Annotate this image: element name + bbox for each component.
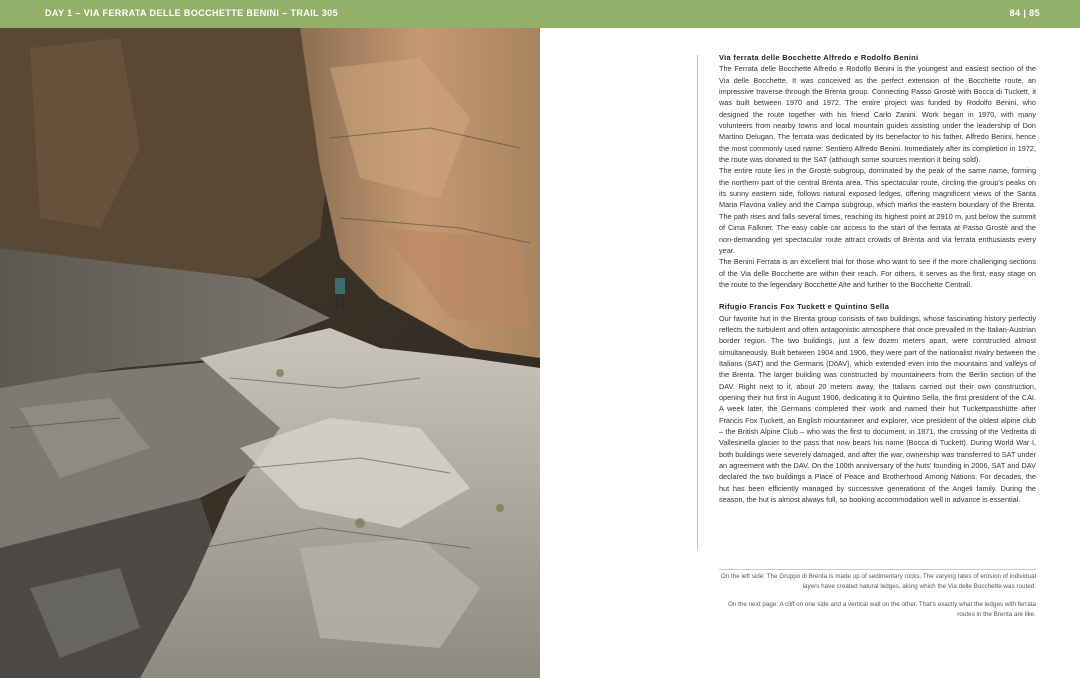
header-bar [0,0,1080,28]
caption-next-page: On the next page: A cliff on one side and a vertical wall on the other. That's exactly what the ledges with ferrata routes in the Brenta are like. [728,601,1036,618]
section-heading-benini: Via ferrata delle Bocchette Alfredo e Rodolfo Benini [719,53,919,62]
paragraph: The Ferrata delle Bocchette Alfredo e Rodolfo Benini is the youngest and easiest section of the Via delle Bocchette. It was conceived as the perfect extension of the Bocchette route, an impressive traverse through the Brenta group. Connecting Passo Grostè with Bocca di Tuckett, it was built between 1970 and 1972. The entire project was funded by Rodolfo Benini, who designed the route together with his friend Carlo Zanini. Work began in 1970, with many volunteers from nearby towns and local mountain guides assisting under the leadership of Don Martino Delugan. The ferrata was dedicated by its benefactor to his father, Alfredo Benini, hence the most commonly used name: Sentiero Alfredo Benini. Immediately after its completion in 1972, the route was donated to the SAT (although some sources mention it being sold). [719,64,1036,165]
page-numbers: 84 | 85 [1009,8,1040,18]
photo-captions [719,572,1036,620]
column-rule [697,55,698,550]
caption-left-side: On the left side: The Gruppo di Brenta is made up of sedimentary rocks. The varying rates of erosion of individual layers have created natural ledges, along which the Via delle Bocchette was routed. [720,573,1036,590]
article-text [719,52,1036,505]
paragraph: Our favorite hut in the Brenta group consists of two buildings, whose fascinating history perfectly reflects the turbulent and often antagonistic atmosphere that once prevailed in the Italian-Austrian border region. The two buildings, just a few dozen meters apart, were constructed almost simultaneously. Built between 1904 and 1906, they were part of the nationalist rivalry between the Italians (SAT) and the Germans (DöAV), which extended even into the mountains and valleys of the Brenta. The larger building was constructed by mountaineers from the Berlin section of the DAV. Right next to it, about 20 meters away, the Italians carried out their own construction, opening their hut first in August 1906, dedicating it to Quintino Sella, the first president of the CAI. A week later, the Germans completed their work and named their hut Tuckettpasshütte after Francis Fox Tuckett, an English mountaineer and explorer, vice president of the oldest alpine club – the British Alpine Club – who was the first to document, in 1871, the crossing of the Vedretta di Vallesinella glacier to the pass that now bears his name (Bocca di Tuckett). During World War I, both buildings were severely damaged, and after the war, ownership was transferred to SAT under an agreement with the DAV. On the 100th anniversary of the huts' founding in 2006, SAT and DAV declared the two buildings a Place of Peace and Brotherhood Among Nations. For decades, the hut has been efficiently managed by successive generations of the Angeli family. During the season, the hut is almost always full, so booking accommodation well in advance is essential. [719,313,1036,505]
section-gap [719,290,1036,301]
paragraph: The entire route lies in the Grostè subgroup, dominated by the peak of the same name, forming the northern part of the central Brenta area. This spectacular route, circling the group's peaks on its sunny eastern side, follows natural exposed ledges, offering magnificent views of the Santa Maria Flavòna valley and the Campa subgroup, which marks the eastern boundary of the Brenta. The path rises and falls several times, reaching its highest point at 2910 m, just below the summit of Cima Falkner. The easy cable car access to the start of the ferrata at Passo Grostè and the non-demanding yet spectacular route attract crowds of Brenta and via ferrata enthusiasts every year. [719,166,1036,255]
paragraph: The Benini Ferrata is an excellent trial for those who want to see if the more challenging sections of the Via delle Bocchette are within their reach. For others, it serves as the first, easy stage on the route to the legendary Bocchette Alte and further to the Bocchette Centrali. [719,257,1036,289]
rock-ledge-photo [0,28,540,678]
caption-rule [719,569,1036,570]
section-heading-tuckett: Rifugio Francis Fox Tuckett e Quintino Sella [719,302,890,312]
chapter-title: DAY 1 – VIA FERRATA DELLE BOCCHETTE BENINI – TRAIL 305 [45,8,338,18]
